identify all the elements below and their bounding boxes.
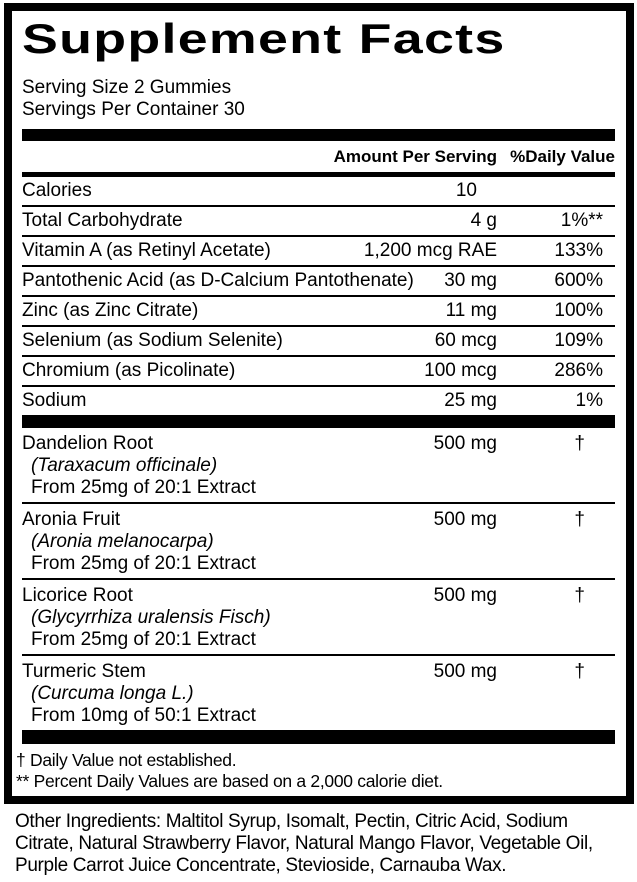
footnote-percent-dv: ** Percent Daily Values are based on a 2,000 calorie diet. [16,771,443,791]
nutrient-amount: 4 g [470,210,497,231]
table-row [22,327,615,357]
nutrient-name: Vitamin A (as Retinyl Acetate) [22,240,271,261]
other-ingredients: Other Ingredients: Maltitol Syrup, Isomalt, Pectin, Citric Acid, Sodium Citrate, Natural Strawberry Flavor, Natural Mango Flavor, Vegetable Oil, Purple Carrot Juice Concentrate, Stevioside, Carnauba Wax. [15,811,593,876]
botanical-latin-name: (Aronia melanocarpa) [31,531,214,552]
botanical-latin-name: (Taraxacum officinale) [31,455,218,476]
servings-per-container: Servings Per Container 30 [22,99,245,120]
nutrient-daily-value: 133% [554,240,603,261]
table-row [22,357,615,387]
nutrient-amount: 11 mg [445,300,497,321]
botanical-amount: 500 mg [433,509,497,530]
botanical-table [22,428,615,730]
botanical-name-block [22,585,347,651]
panel-title: Supplement Facts [22,15,506,62]
table-row [22,387,615,415]
nutrient-name: Sodium [22,390,87,411]
column-header-amount: Amount Per Serving [333,147,497,166]
nutrient-name: Selenium (as Sodium Selenite) [22,330,283,351]
column-header-row [22,141,615,172]
botanical-latin-name: (Glycyrrhiza uralensis Fisch) [31,607,271,628]
thick-divider-bottom [22,730,615,744]
table-row [22,207,615,237]
nutrient-amount: 60 mcg [434,330,497,351]
botanical-latin-name: (Curcuma longa L.) [31,683,194,704]
nutrient-table [22,177,615,415]
thick-divider-top [22,129,615,141]
nutrient-name: Chromium (as Picolinate) [22,360,236,381]
botanical-amount: 500 mg [433,433,497,454]
botanical-name: Turmeric Stem [22,661,146,682]
botanical-extract-info: From 25mg of 20:1 Extract [31,553,256,574]
nutrient-daily-value: 1%** [560,210,603,231]
nutrient-daily-value: 600% [554,270,603,291]
botanical-name-block [22,433,347,499]
table-row [22,504,615,580]
serving-info [22,77,615,121]
nutrient-amount: 10 [455,180,477,201]
botanical-name: Dandelion Root [22,433,153,454]
supplement-facts-panel [0,3,637,882]
botanical-name: Licorice Root [22,585,133,606]
thick-divider-middle [22,415,615,428]
daily-value-dagger: † [574,509,585,530]
botanical-name-block [22,661,347,727]
botanical-amount: 500 mg [433,585,497,606]
table-row [22,237,615,267]
botanical-extract-info: From 10mg of 50:1 Extract [31,705,256,726]
nutrient-name: Pantothenic Acid (as D-Calcium Pantothenate) [22,270,414,291]
column-header-daily-value: %Daily Value [510,147,615,166]
nutrient-daily-value: 100% [554,300,603,321]
daily-value-dagger: † [574,585,585,606]
botanical-extract-info: From 25mg of 20:1 Extract [31,629,256,650]
nutrient-daily-value: 286% [554,360,603,381]
nutrient-name: Zinc (as Zinc Citrate) [22,300,199,321]
daily-value-dagger: † [574,661,585,682]
nutrient-amount: 100 mcg [424,360,497,381]
table-row [22,177,615,207]
botanical-amount: 500 mg [433,661,497,682]
nutrient-amount: 1,200 mcg RAE [363,240,497,261]
table-row [22,267,615,297]
nutrient-amount: 25 mg [444,390,497,411]
botanical-name-block [22,509,347,575]
footnote-daily-value: † Daily Value not established. [16,750,237,770]
table-row [22,580,615,656]
footnotes [16,744,615,792]
nutrient-amount: 30 mg [444,270,497,291]
botanical-extract-info: From 25mg of 20:1 Extract [31,477,256,498]
serving-size: Serving Size 2 Gummies [22,77,232,98]
nutrient-name: Calories [22,180,92,201]
daily-value-dagger: † [574,433,585,454]
supplement-facts-box [4,3,634,804]
nutrient-daily-value: 109% [554,330,603,351]
nutrient-name: Total Carbohydrate [22,210,183,231]
botanical-name: Aronia Fruit [22,509,121,530]
table-row [22,428,615,504]
nutrient-daily-value: 1% [575,390,603,411]
table-row [22,297,615,327]
table-row [22,656,615,730]
